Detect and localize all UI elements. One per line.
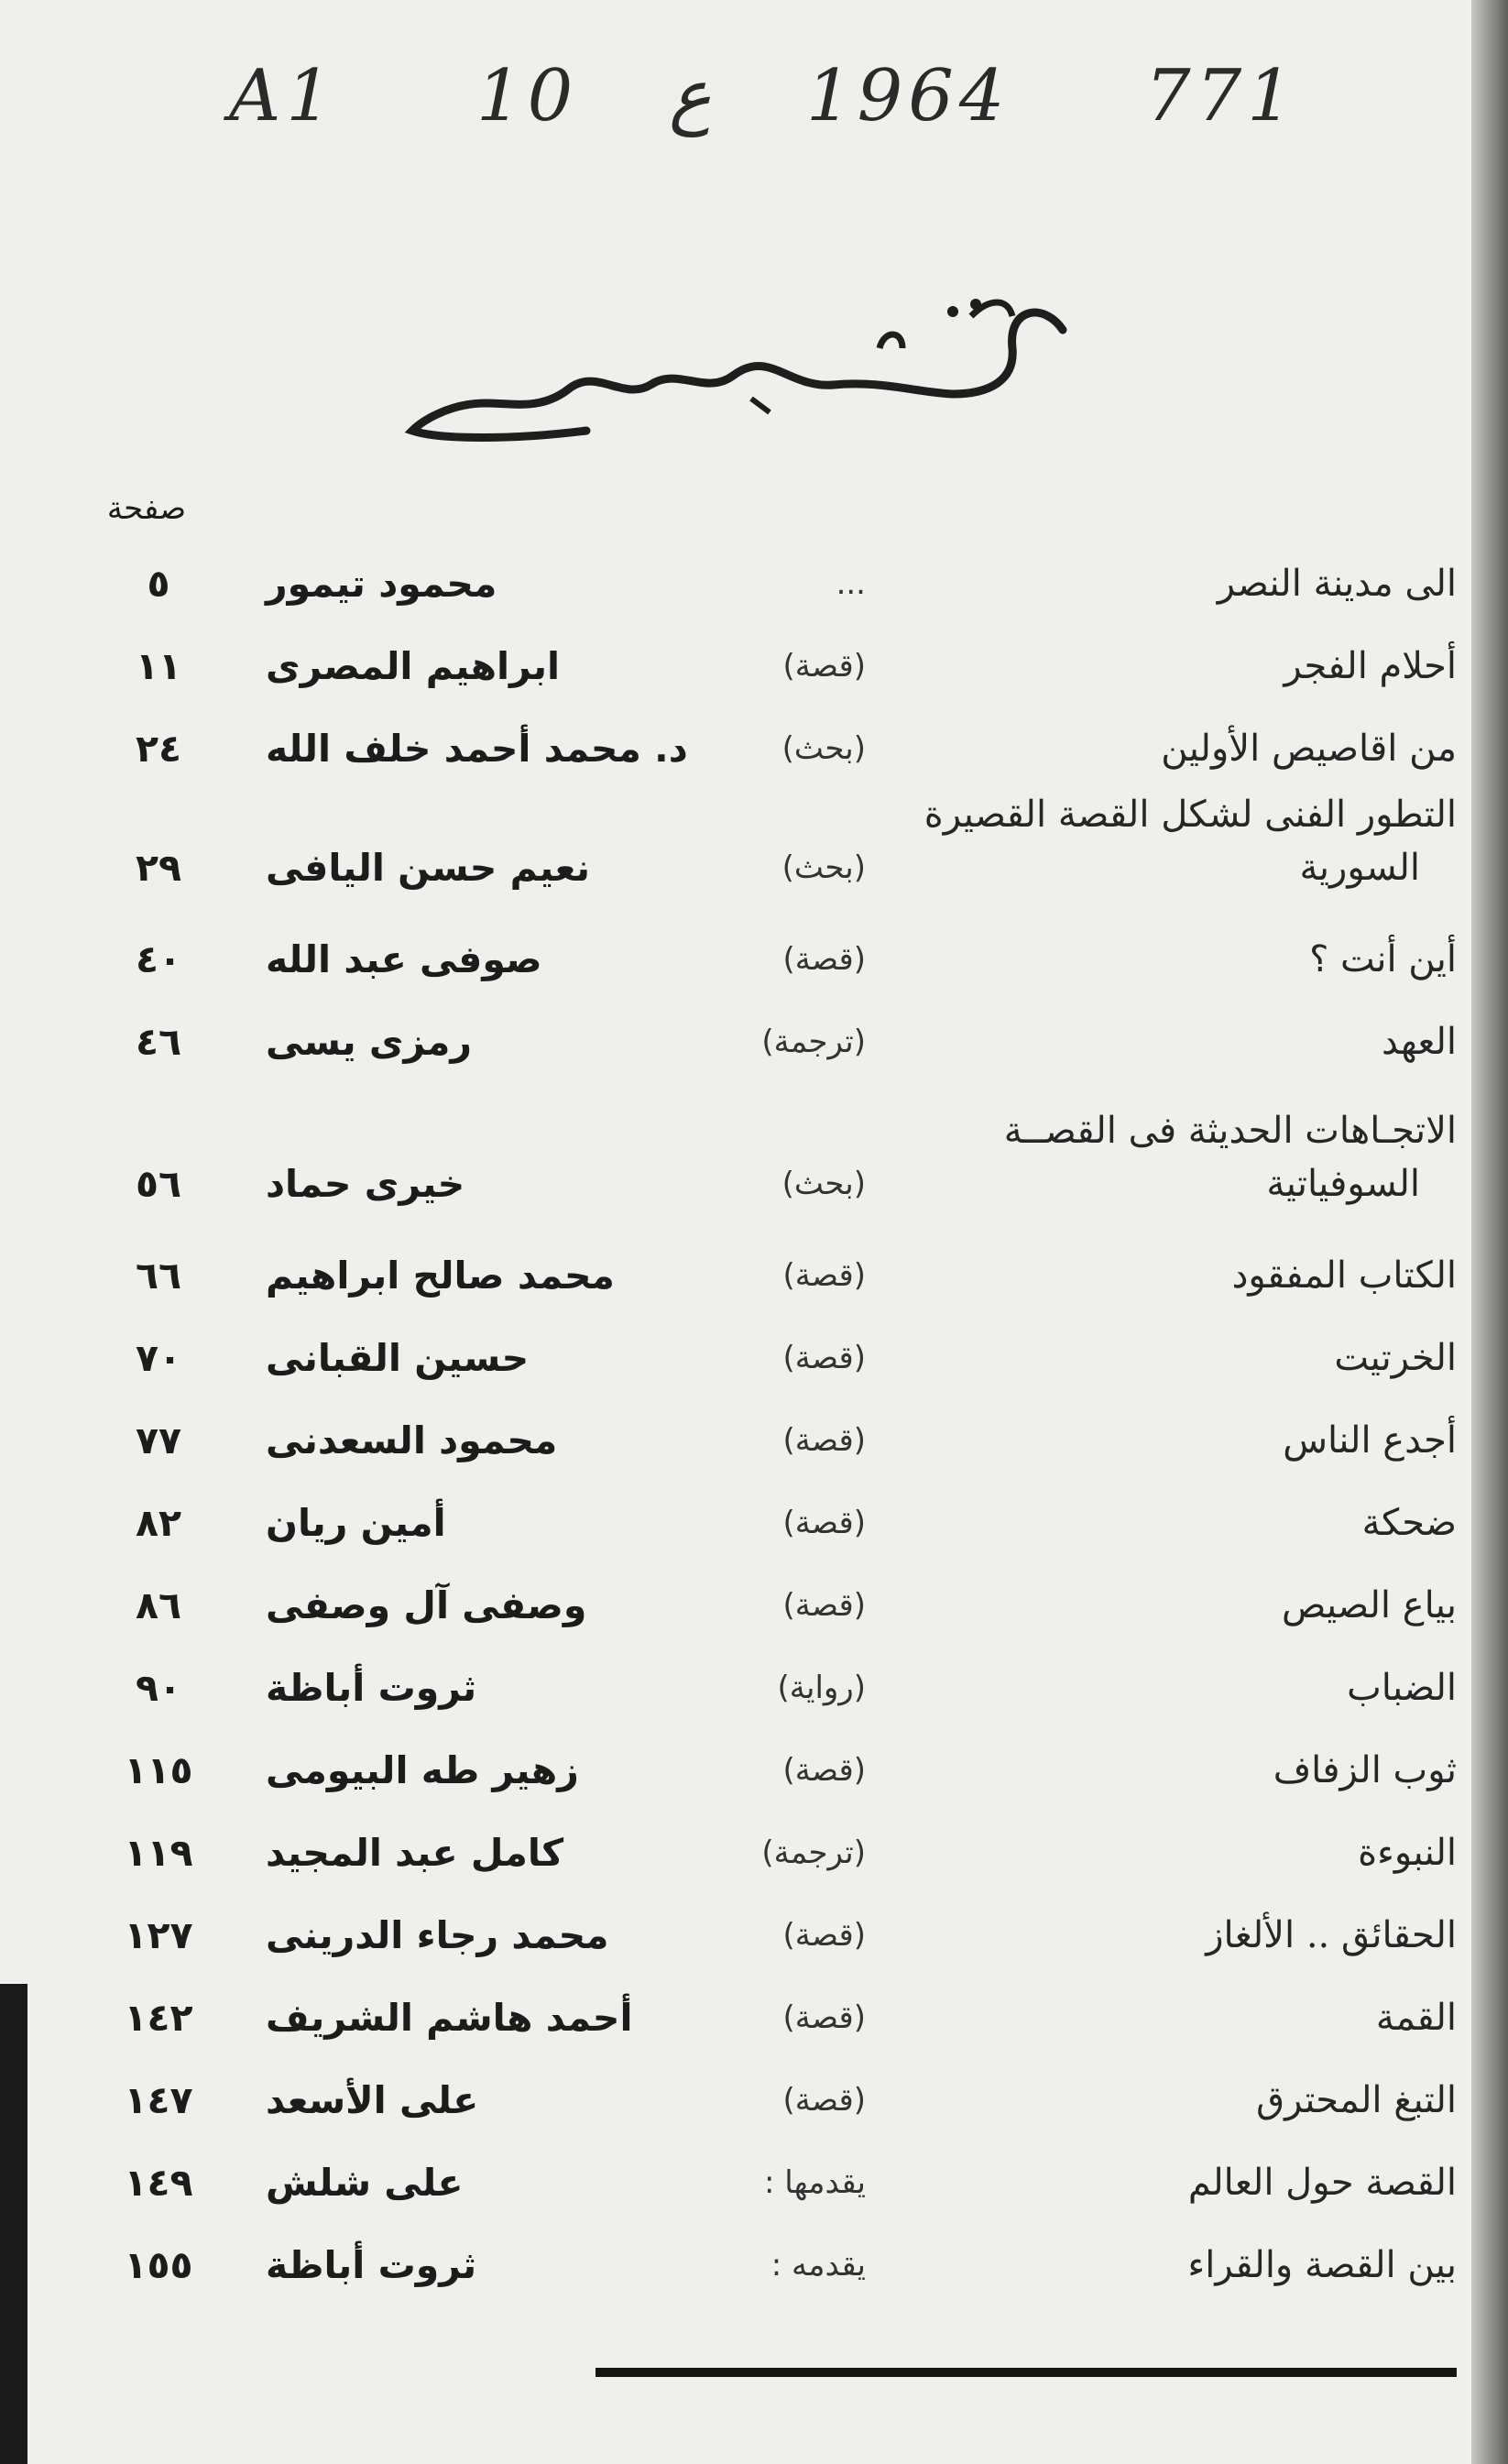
- entry-title: ثوب الزفاف: [1273, 1749, 1457, 1791]
- entry-author: أحمد هاشم الشريف: [266, 1996, 633, 2040]
- entry-author: وصفى آل وصفى: [266, 1583, 587, 1627]
- entry-page: ١٤٧: [124, 2078, 193, 2122]
- entry-title: من اقاصيص الأولين: [1161, 728, 1457, 770]
- toc-entry: [0, 999, 1508, 1081]
- entry-author: على الأسعد: [266, 2078, 479, 2122]
- entry-author: محمود تيمور: [266, 562, 497, 606]
- toc-entry: [0, 1727, 1508, 1810]
- handwritten-code: A1: [229, 55, 337, 137]
- entry-page: ٥٦: [135, 1162, 182, 1206]
- toc-entry: [0, 541, 1508, 623]
- entry-page: ١٥٥: [124, 2243, 193, 2287]
- entry-title: الضباب: [1347, 1667, 1457, 1709]
- entry-title: الاتجـاهات الحديثة فى القصــة السوفياتية: [870, 1104, 1457, 1210]
- entry-author: كامل عبد المجيد: [266, 1831, 564, 1875]
- entry-author: صوفى عبد الله: [266, 937, 542, 981]
- entry-type: (قصة): [782, 2082, 866, 2119]
- entry-type: يقدمه :: [770, 2247, 866, 2283]
- toc-entry: [0, 1232, 1508, 1315]
- handwritten-id: 771: [1145, 55, 1298, 137]
- entry-type: (قصة): [782, 648, 866, 684]
- entry-author: أمين ريان: [266, 1501, 446, 1545]
- entry-page: ٩٠: [135, 1666, 182, 1710]
- entry-page: ١٤٢: [124, 1996, 193, 2040]
- entry-title: بين القصة والقراء: [1187, 2244, 1457, 2286]
- entry-title: أجدع الناس: [1283, 1419, 1457, 1462]
- entry-author: زهير طه البيومى: [266, 1748, 579, 1792]
- title-text: [403, 312, 1081, 429]
- handwritten-letter: ع: [669, 55, 712, 137]
- handwritten-year: 1964: [806, 55, 1011, 137]
- entry-type: (قصة): [782, 1752, 866, 1789]
- toc-entry: [0, 2140, 1508, 2222]
- toc-entry: [0, 1645, 1508, 1727]
- entry-type: يقدمها :: [763, 2164, 866, 2201]
- entry-type: (ترجمة): [761, 1834, 866, 1871]
- entry-type: (رواية): [777, 1670, 866, 1706]
- entry-type: (بحث): [781, 1166, 866, 1202]
- toc-entry: [0, 788, 1508, 907]
- entry-title: ضحكة: [1361, 1502, 1457, 1544]
- entry-page: ١١: [135, 644, 182, 688]
- toc-entry: [0, 706, 1508, 788]
- entry-author: ثروت أباظة: [266, 2243, 477, 2287]
- entry-page: ٥: [147, 562, 170, 606]
- entry-type: (قصة): [782, 1917, 866, 1954]
- entry-page: ٢٤: [135, 727, 182, 771]
- entry-author: د. محمد أحمد خلف الله: [266, 727, 688, 771]
- entry-type: (ترجمة): [761, 1024, 866, 1060]
- entry-title-continued: السوفياتية: [1266, 1163, 1420, 1205]
- entry-author: رمزى يسى: [266, 1020, 472, 1064]
- toc-entry: [0, 2222, 1508, 2305]
- entry-author: محمد رجاء الدرينى: [266, 1913, 609, 1957]
- toc-entry: [0, 1810, 1508, 1892]
- entry-title: الى مدينة النصر: [1217, 563, 1457, 605]
- toc-entry: [0, 1104, 1508, 1223]
- entry-title: النبوءة: [1358, 1832, 1457, 1874]
- entry-page: ٢٩: [135, 846, 182, 890]
- toc-entry: [0, 1480, 1508, 1562]
- entry-author: ثروت أباظة: [266, 1666, 477, 1710]
- toc-entry: [0, 1397, 1508, 1480]
- entry-author: حسين القبانى: [266, 1336, 530, 1380]
- entry-type: (قصة): [782, 1587, 866, 1624]
- page-column-header: صفحة: [106, 490, 187, 527]
- entry-author: ابراهيم المصرى: [266, 644, 561, 688]
- entry-page: ٨٢: [135, 1501, 182, 1545]
- entry-page: ١١٩: [124, 1831, 193, 1875]
- toc-entry: [0, 623, 1508, 706]
- toc-entry: [0, 916, 1508, 999]
- entry-page: ١٢٧: [124, 1913, 193, 1957]
- entry-title: التبغ المحترق: [1256, 2079, 1457, 2121]
- handwritten-number: 10: [476, 55, 579, 137]
- entry-type: (بحث): [781, 849, 866, 886]
- toc-entry: [0, 1892, 1508, 1975]
- entry-type: (قصة): [782, 1999, 866, 2036]
- entry-title: العهد: [1381, 1021, 1457, 1063]
- entry-page: ٦٦: [135, 1254, 182, 1298]
- entry-author: محمود السعدنى: [266, 1418, 558, 1462]
- toc-entry: [0, 1975, 1508, 2057]
- entry-title: الخرتيت: [1334, 1337, 1457, 1379]
- entry-page: ٤٠: [135, 937, 182, 981]
- toc-entry: [0, 2057, 1508, 2140]
- entry-page: ٨٦: [135, 1583, 182, 1627]
- entry-title: القمة: [1375, 1997, 1457, 2039]
- entry-title: الكتاب المفقود: [1231, 1254, 1457, 1297]
- entry-type: (قصة): [782, 1257, 866, 1294]
- entry-title: بياع الصيص: [1281, 1584, 1457, 1626]
- entry-title-continued: السورية: [1299, 847, 1420, 889]
- entry-type: (قصة): [782, 1505, 866, 1541]
- entry-title: القصة حول العالم: [1187, 2162, 1457, 2204]
- entry-page: ١١٥: [124, 1748, 193, 1792]
- toc-entry: [0, 1315, 1508, 1397]
- entry-type: (قصة): [782, 941, 866, 978]
- entry-author: محمد صالح ابراهيم: [266, 1254, 615, 1298]
- entry-page: ٤٦: [135, 1020, 182, 1064]
- entry-type: (بحث): [781, 730, 866, 767]
- entry-title: التطور الفنى لشكل القصة القصيرة السورية: [870, 788, 1457, 894]
- entry-type: (قصة): [782, 1340, 866, 1376]
- entry-title: الحقائق .. الألغاز: [1206, 1914, 1457, 1956]
- entry-author: خيرى حماد: [266, 1162, 465, 1206]
- toc-entry: [0, 1562, 1508, 1645]
- handwritten-catalog-note: [229, 46, 1328, 174]
- entry-page: ٧٠: [135, 1336, 182, 1380]
- entry-title: أين أنت ؟: [1309, 938, 1457, 980]
- entry-page: ١٤٩: [124, 2161, 193, 2205]
- entry-author: على شلش: [266, 2161, 464, 2205]
- entry-type: ...: [836, 565, 866, 602]
- entry-type: (قصة): [782, 1422, 866, 1459]
- bottom-rule-divider: [596, 2368, 1457, 2377]
- entry-author: نعيم حسن اليافى: [266, 846, 591, 890]
- entry-title: أحلام الفجر: [1284, 645, 1457, 687]
- page-title: [403, 293, 1081, 449]
- entry-page: ٧٧: [135, 1418, 182, 1462]
